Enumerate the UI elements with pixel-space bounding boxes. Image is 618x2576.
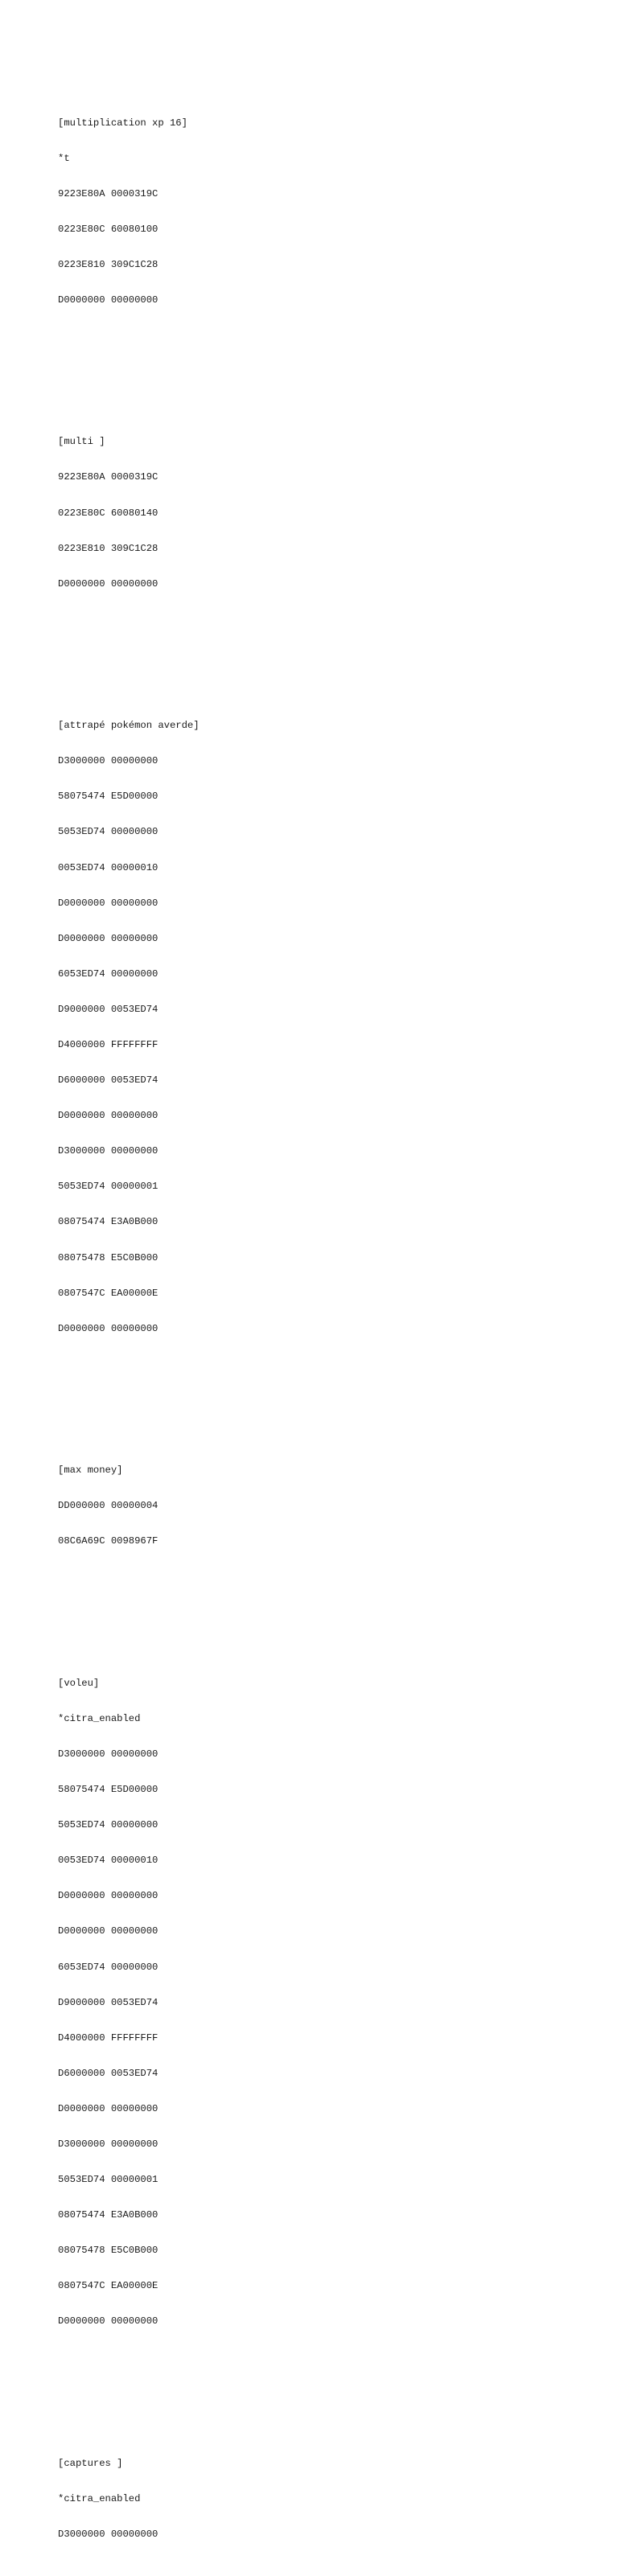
- code-line: D0000000 00000000: [58, 1110, 159, 1122]
- code-line: *citra_enabled: [58, 1712, 141, 1724]
- code-line: 0223E80C 60080100: [58, 223, 159, 235]
- cheat-section: [58, 696, 200, 1358]
- code-line: D0000000 00000000: [58, 1925, 159, 1937]
- code-line: 0223E80C 60080140: [58, 507, 159, 519]
- blank-line: [58, 353, 200, 365]
- code-line: 0223E810 309C1C28: [58, 258, 159, 270]
- cheat-section: [58, 2434, 200, 2564]
- code-line: D4000000 FFFFFFFF: [58, 2032, 159, 2044]
- blank-line: [58, 1382, 200, 1394]
- code-line: D0000000 00000000: [58, 2102, 159, 2114]
- code-line: D0000000 00000000: [58, 897, 159, 909]
- code-line: D4000000 FFFFFFFF: [58, 1039, 159, 1051]
- section-header: [voleu]: [58, 1677, 100, 1689]
- code-line: D0000000 00000000: [58, 577, 159, 590]
- code-line: 0053ED74 00000010: [58, 861, 159, 873]
- code-line: 5053ED74 00000000: [58, 1819, 159, 1831]
- code-line: D3000000 00000000: [58, 1748, 159, 1760]
- section-header: [captures ]: [58, 2457, 123, 2469]
- code-line: D3000000 00000000: [58, 2529, 159, 2541]
- code-line: D6000000 0053ED74: [58, 2067, 159, 2079]
- code-line: D0000000 00000000: [58, 2315, 159, 2327]
- code-line: D0000000 00000000: [58, 932, 159, 944]
- code-line: 5053ED74 00000001: [58, 2174, 159, 2186]
- code-line: 5053ED74 00000000: [58, 826, 159, 838]
- cheat-section: [58, 1441, 200, 1571]
- code-line: D0000000 00000000: [58, 1890, 159, 1902]
- code-line: 08C6A69C 0098967F: [58, 1535, 159, 1547]
- code-line: D9000000 0053ED74: [58, 1996, 159, 2008]
- code-line: 0223E810 309C1C28: [58, 542, 159, 554]
- code-line: D3000000 00000000: [58, 2138, 159, 2150]
- cheat-section: [58, 1654, 200, 2351]
- code-line: 0053ED74 00000010: [58, 1855, 159, 1867]
- blank-line: [58, 1595, 200, 1607]
- code-line: D9000000 0053ED74: [58, 1003, 159, 1015]
- code-line: 9223E80A 0000319C: [58, 187, 159, 199]
- code-line: D3000000 00000000: [58, 755, 159, 767]
- code-line: 6053ED74 00000000: [58, 1961, 159, 1973]
- code-line: *t: [58, 152, 70, 164]
- code-line: D0000000 00000000: [58, 294, 159, 306]
- blank-line: [58, 2375, 200, 2387]
- code-line: 0807547C EA00000E: [58, 2280, 159, 2292]
- code-line: 08075478 E5C0B000: [58, 2245, 159, 2257]
- code-line: D0000000 00000000: [58, 1322, 159, 1334]
- cheat-section: [58, 413, 200, 614]
- cheat-section: [58, 93, 200, 330]
- code-line: 08075474 E3A0B000: [58, 2209, 159, 2221]
- section-header: [multiplication xp 16]: [58, 117, 187, 129]
- code-line: D6000000 0053ED74: [58, 1074, 159, 1087]
- code-line: 08075478 E5C0B000: [58, 1251, 159, 1263]
- code-line: D3000000 00000000: [58, 1145, 159, 1157]
- code-line: *citra_enabled: [58, 2492, 141, 2504]
- blank-line: [58, 637, 200, 649]
- code-line: 0807547C EA00000E: [58, 1287, 159, 1299]
- section-header: [attrapé pokémon averde]: [58, 720, 200, 732]
- code-line: 08075474 E3A0B000: [58, 1216, 159, 1228]
- code-line: 6053ED74 00000000: [58, 968, 159, 980]
- section-header: [max money]: [58, 1465, 123, 1477]
- code-line: DD000000 00000004: [58, 1500, 159, 1512]
- section-header: [multi ]: [58, 436, 105, 448]
- code-line: 9223E80A 0000319C: [58, 471, 159, 483]
- code-line: 5053ED74 00000001: [58, 1181, 159, 1193]
- code-line: 58075474 E5D00000: [58, 791, 159, 803]
- cheat-code-document: [58, 58, 200, 2576]
- code-line: 58075474 E5D00000: [58, 1784, 159, 1796]
